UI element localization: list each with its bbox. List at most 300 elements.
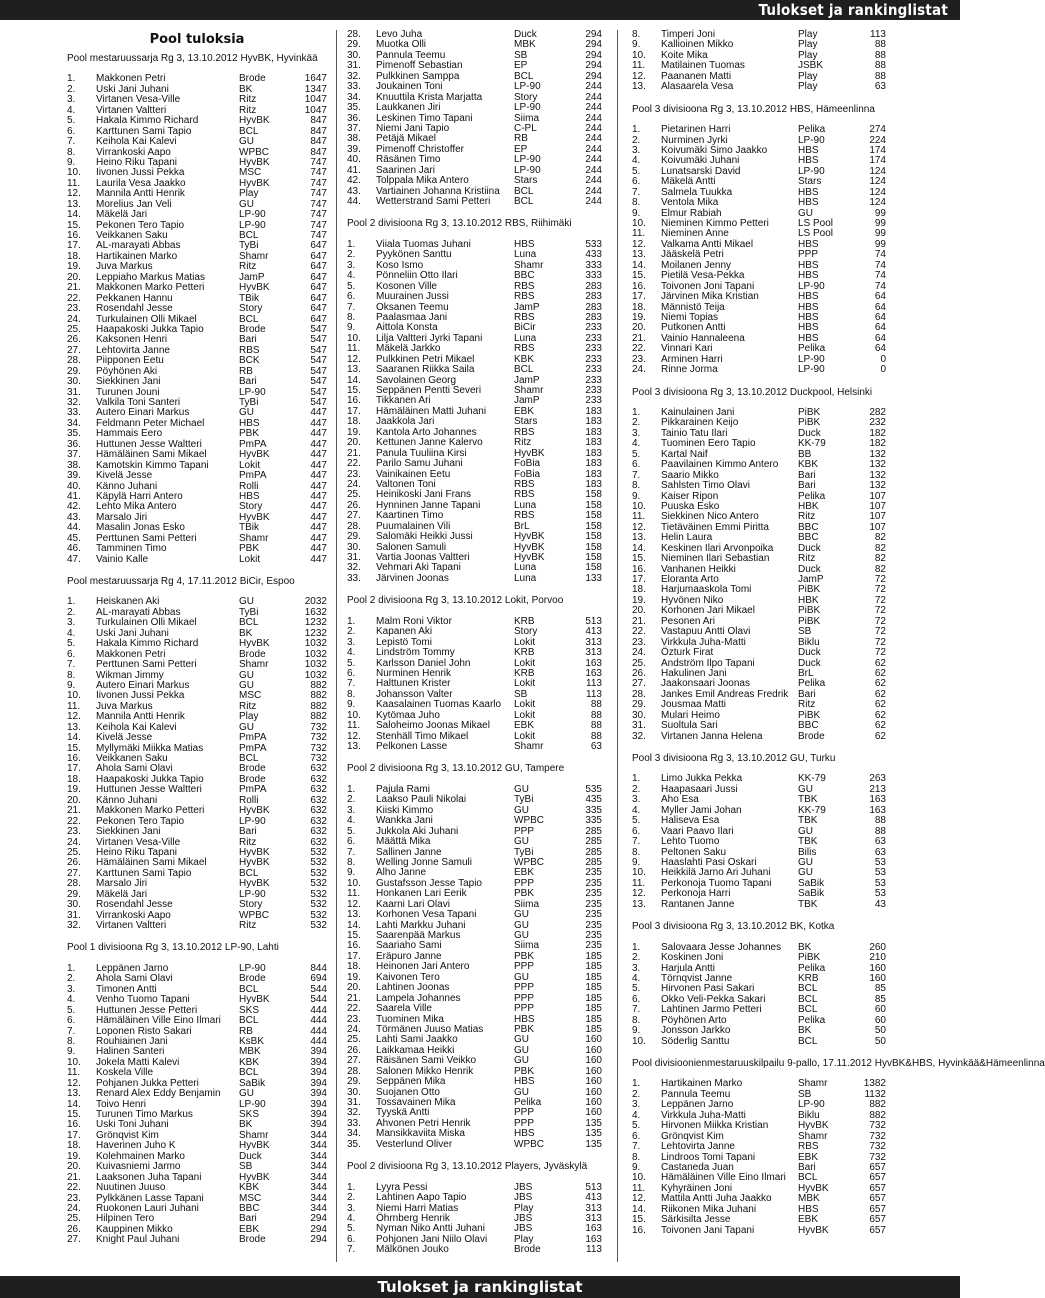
club: GU (514, 1086, 529, 1098)
points: 82 (874, 553, 886, 565)
club: BCL (239, 983, 259, 995)
club: HBS (798, 238, 819, 250)
club: BCL (239, 125, 259, 137)
results-column-2 (347, 30, 602, 1256)
club: Ritz (798, 553, 816, 565)
player-name: Virtanen Vesa-Ville (96, 836, 181, 848)
points: 882 (310, 679, 327, 691)
club: RBS (514, 311, 535, 323)
rank: 10. (632, 1035, 646, 1047)
rank: 28. (67, 878, 81, 890)
points: 64 (874, 343, 886, 355)
player-name: Özturk Firat (661, 647, 714, 659)
rank: 4. (347, 647, 356, 659)
rank: 10. (632, 1172, 646, 1184)
result-row (347, 574, 602, 584)
player-name: Alho Janne (376, 867, 427, 879)
points: 294 (310, 1213, 327, 1225)
rank: 10. (632, 218, 646, 230)
player-name: Hyvönen Niko (661, 594, 724, 606)
points: 99 (874, 207, 886, 219)
club: EBK (798, 1151, 819, 1163)
player-name: Mäkelä Jari (96, 888, 148, 900)
points: 447 (310, 480, 327, 492)
player-name: Kantola Arto Johannes (376, 426, 477, 438)
rank: 30. (67, 899, 81, 911)
result-row (632, 1026, 886, 1036)
result-row (347, 459, 602, 469)
player-name: Pimenoff Sebastian (376, 60, 463, 72)
club: PPP (514, 1107, 535, 1119)
rank: 32. (347, 70, 361, 82)
player-name: Salonen Samuli (376, 541, 447, 553)
club: Bari (239, 1213, 257, 1225)
points: 132 (869, 480, 886, 492)
rank: 15. (67, 219, 81, 231)
rank: 32. (67, 397, 81, 409)
points: 747 (310, 167, 327, 179)
player-name: Mulari Heimo (661, 709, 720, 721)
rank: 11. (67, 700, 81, 712)
rank: 26. (347, 1044, 361, 1056)
rank: 7. (632, 1141, 641, 1153)
result-row (67, 1183, 327, 1193)
rank: 4. (67, 104, 76, 116)
points: 547 (310, 386, 327, 398)
rank: 3. (632, 794, 641, 806)
points: 285 (585, 846, 602, 858)
player-name: Moilanen Jenny (661, 259, 732, 271)
player-name: Laikkamaa Heikki (376, 1044, 455, 1056)
rank: 22. (347, 1003, 361, 1015)
points: 547 (310, 397, 327, 409)
rank: 6. (347, 1233, 356, 1245)
club: BCL (798, 1004, 818, 1016)
rank: 6. (632, 1130, 641, 1142)
club: BK (239, 1119, 253, 1131)
rank: 5. (632, 983, 641, 995)
player-name: Jousmaa Matti (661, 699, 727, 711)
player-name: Heino Riku Tapani (96, 156, 177, 168)
club: GU (239, 136, 254, 148)
rank: 4. (632, 1109, 641, 1121)
points: 113 (586, 688, 602, 700)
section-heading: Pool 2 divisioona Rg 3, 13.10.2012 Lokit, Porvoo (347, 595, 564, 607)
rank: 9. (347, 867, 356, 879)
points: 62 (874, 667, 886, 679)
club: LP-90 (798, 280, 825, 292)
points: 263 (869, 773, 886, 785)
points: 632 (310, 763, 327, 775)
rank: 4. (632, 438, 641, 450)
club: Duck (798, 542, 821, 554)
club: MBK (514, 39, 536, 51)
rank: 13. (347, 741, 361, 753)
result-row (67, 555, 327, 565)
player-name: Saaranen Riikka Saila (376, 364, 475, 376)
rank: 22. (632, 343, 646, 355)
rank: 24. (347, 1023, 361, 1035)
club: HyvBK (239, 282, 270, 294)
club: KK-79 (798, 438, 826, 450)
rank: 11. (67, 177, 81, 189)
points: 235 (585, 877, 602, 889)
player-name: Sahlsten Timo Olavi (661, 480, 750, 492)
club: GU (514, 836, 529, 848)
club: Luna (514, 572, 537, 584)
club: RB (239, 365, 253, 377)
header-bar (0, 0, 960, 20)
points: 747 (310, 177, 327, 189)
rank: 9. (632, 207, 641, 219)
player-name: Vaari Paavo Ilari (661, 825, 734, 837)
player-name: Perttunen Sami Petteri (96, 659, 197, 671)
points: 344 (310, 1182, 327, 1194)
club: PmPA (239, 732, 267, 744)
club: BK (798, 941, 812, 953)
club: BK (239, 627, 253, 639)
points: 88 (874, 60, 886, 72)
club: LP-90 (514, 102, 541, 114)
rank: 14. (347, 374, 361, 386)
points: 158 (585, 541, 602, 553)
player-name: Kytömaa Juho (376, 709, 440, 721)
player-name: Petäjä Mikael (376, 133, 437, 145)
club: Shamr (514, 385, 544, 397)
points: 547 (310, 344, 327, 356)
club: HBS (514, 1013, 535, 1025)
club: Story (514, 626, 538, 638)
player-name: Pikkarainen Keijo (661, 417, 739, 429)
player-name: Pylkkänen Lasse Tapani (96, 1192, 204, 1204)
club: GU (239, 596, 254, 608)
club: RBS (798, 1141, 819, 1153)
section-heading: Pool 2 divisioona Rg 3, 13.10.2012 Players, Jyväskylä (347, 1161, 588, 1173)
rank: 17. (347, 405, 361, 417)
rank: 12. (67, 188, 81, 200)
rank: 40. (67, 480, 81, 492)
rank: 5. (67, 1004, 76, 1016)
club: HyvBK (514, 552, 545, 564)
player-name: Toivonen Joni Tapani (661, 280, 755, 292)
rank: 28. (67, 355, 81, 367)
player-name: Pimenoff Christoffer (376, 143, 465, 155)
player-name: Kauppinen Mikko (96, 1223, 173, 1235)
club: GU (239, 407, 254, 419)
result-row (347, 365, 602, 375)
club: JamP (514, 374, 540, 386)
points: 163 (869, 804, 886, 816)
rank: 8. (67, 1035, 76, 1047)
player-name: Virkkula Juha-Matti (661, 1109, 746, 1121)
rank: 24. (347, 478, 361, 490)
club: Brode (239, 973, 266, 985)
points: 844 (310, 962, 327, 974)
points: 1032 (304, 638, 327, 650)
points: 394 (310, 1077, 327, 1089)
player-name: Lahtinen Jarmo Petteri (661, 1004, 762, 1016)
rank: 4. (67, 627, 76, 639)
club: LP-90 (239, 888, 266, 900)
rank: 3. (632, 1099, 641, 1111)
result-row (632, 365, 886, 375)
rank: 8. (632, 1014, 641, 1026)
points: 183 (585, 405, 602, 417)
player-name: Piipponen Eetu (96, 355, 164, 367)
rank: 6. (67, 1015, 76, 1027)
club: Bari (798, 480, 816, 492)
player-name: Salovaara Jesse Johannes (661, 941, 782, 953)
rank: 11. (632, 1182, 646, 1194)
points: 53 (874, 888, 886, 900)
rank: 4. (347, 270, 356, 282)
rank: 14. (67, 732, 81, 744)
club: PiBK (798, 615, 821, 627)
club: Play (798, 49, 818, 61)
club: Pelika (798, 343, 826, 355)
club: Play (514, 1233, 534, 1245)
points: 344 (310, 1140, 327, 1152)
rank: 14. (67, 209, 81, 221)
rank: 10. (347, 709, 361, 721)
rank: 17. (347, 950, 361, 962)
points: 244 (585, 164, 602, 176)
club: Duck (798, 427, 821, 439)
points: 283 (585, 280, 602, 292)
club: GU (514, 919, 529, 931)
points: 213 (869, 783, 886, 795)
club: Duck (239, 1150, 262, 1162)
club: BBC (514, 270, 535, 282)
rank: 25. (347, 489, 361, 501)
rank: 26. (632, 667, 646, 679)
points: 232 (869, 417, 886, 429)
club: Ritz (798, 699, 816, 711)
rank: 1. (632, 1078, 641, 1090)
points: 647 (310, 292, 327, 304)
club: TBik (239, 292, 259, 304)
club: BCL (798, 983, 818, 995)
points: 532 (310, 846, 327, 858)
rank: 8. (632, 846, 641, 858)
points: 53 (874, 856, 886, 868)
result-row (347, 1140, 602, 1150)
player-name: Valtonen Toni (376, 478, 436, 490)
points: 1047 (304, 94, 327, 106)
club: TBK (798, 898, 818, 910)
points: 43 (874, 898, 886, 910)
player-name: Hämäläinen Ville Eino Ilmari (96, 1015, 221, 1027)
points: 107 (869, 500, 886, 512)
points: 1382 (863, 1078, 886, 1090)
rank: 2. (67, 83, 76, 95)
club: HyvBK (514, 447, 545, 459)
player-name: Tietäväinen Emmi Piritta (661, 521, 769, 533)
points: 1047 (304, 104, 327, 116)
points: 694 (310, 973, 327, 985)
result-row (67, 137, 327, 147)
club: LP-90 (798, 364, 825, 376)
section-heading: Pool 3 divisioona Rg 3, 13.10.2012 GU, Turku (632, 753, 836, 765)
points: 185 (585, 950, 602, 962)
rank: 19. (67, 261, 81, 273)
player-name: Nurminen Jyrki (661, 134, 728, 146)
rank: 21. (632, 332, 646, 344)
points: 244 (585, 122, 602, 134)
rank: 10. (67, 690, 81, 702)
rank: 13. (632, 532, 646, 544)
rank: 47. (67, 553, 81, 565)
points: 0 (880, 364, 886, 376)
points: 113 (586, 678, 602, 690)
points: 1232 (304, 627, 327, 639)
club: MSC (239, 1192, 262, 1204)
rank: 16. (347, 940, 361, 952)
points: 335 (585, 804, 602, 816)
club: HyvBK (239, 878, 270, 890)
rank: 20. (632, 322, 646, 334)
points: 64 (874, 322, 886, 334)
club: Siima (514, 940, 540, 952)
club: BCL (514, 196, 534, 207)
rank: 33. (347, 1117, 361, 1129)
points: 233 (585, 364, 602, 376)
player-name: Toivo Henri (96, 1098, 147, 1110)
points: 444 (310, 1035, 327, 1047)
player-name: Loponen Risto Sakari (96, 1025, 192, 1037)
rank: 5. (632, 448, 641, 460)
result-row (632, 1226, 886, 1236)
points: 64 (874, 311, 886, 323)
club: BCL (514, 364, 534, 376)
club: HBS (798, 270, 819, 282)
points: 185 (585, 1003, 602, 1015)
rank: 21. (632, 615, 646, 627)
rank: 36. (67, 438, 81, 450)
rank: 13. (67, 1088, 81, 1100)
footer-bar (0, 1276, 960, 1298)
club: LP-90 (239, 815, 266, 827)
club: HyvBK (239, 511, 270, 523)
rank: 3. (632, 427, 641, 439)
club: LP-90 (514, 81, 541, 93)
result-row (347, 103, 602, 113)
player-name: Lunatsarski David (661, 165, 741, 177)
points: 513 (585, 615, 602, 627)
rank: 6. (632, 993, 641, 1005)
club: Luna (514, 249, 537, 261)
club: FoBia (514, 468, 541, 480)
club: Lokit (514, 699, 536, 711)
club: TyBi (514, 794, 534, 806)
points: 447 (310, 407, 327, 419)
points: 394 (310, 1109, 327, 1121)
rank: 46. (67, 543, 81, 555)
points: 647 (310, 282, 327, 294)
club: RB (514, 133, 528, 145)
rank: 44. (67, 522, 81, 534)
club: GU (798, 825, 813, 837)
rank: 1. (632, 773, 641, 785)
result-row (632, 198, 886, 208)
points: 283 (585, 311, 602, 323)
rank: 1. (632, 124, 641, 136)
club: SaBik (798, 877, 825, 889)
club: HBS (514, 1076, 535, 1088)
club: Lokit (514, 678, 536, 690)
rank: 37. (67, 449, 81, 461)
points: 244 (585, 175, 602, 187)
points: 444 (310, 1004, 327, 1016)
club: JamP (514, 395, 540, 407)
player-name: Saarinen Jari (376, 164, 435, 176)
club: PPP (798, 249, 819, 261)
rank: 17. (632, 574, 646, 586)
rank: 13. (632, 81, 646, 93)
club: KRB (514, 647, 535, 659)
result-row (632, 125, 886, 135)
rank: 6. (347, 836, 356, 848)
rank: 24. (632, 647, 646, 659)
results-column-3 (632, 29, 1045, 1236)
points: 244 (585, 133, 602, 145)
result-row (67, 660, 327, 670)
player-name: Vainio Hannaleena (661, 332, 745, 344)
points: 244 (585, 91, 602, 103)
player-name: Laukkanen Jiri (376, 102, 441, 114)
club: HyvBK (239, 1171, 270, 1183)
player-name: Virtanen Valtteri (96, 920, 167, 932)
player-name: Hakulinen Jani (661, 667, 727, 679)
points: 235 (585, 898, 602, 910)
points: 85 (874, 993, 886, 1005)
result-row (67, 1235, 327, 1245)
rank: 10. (67, 167, 81, 179)
club: GU (514, 909, 529, 921)
player-name: Siekkinen Jani (96, 376, 161, 388)
points: 72 (874, 636, 886, 648)
rank: 35. (347, 1138, 361, 1150)
player-name: Lahti Markku Juhani (376, 919, 466, 931)
player-name: Myller Jami Johan (661, 804, 742, 816)
points: 135 (585, 1138, 602, 1150)
rank: 12. (67, 711, 81, 723)
points: 394 (310, 1056, 327, 1068)
player-name: Räisänen Sami Veikko (376, 1055, 477, 1067)
player-name: Viiala Tuomas Juhani (376, 238, 471, 250)
player-name: Castaneda Juan (661, 1161, 734, 1173)
points: 99 (874, 228, 886, 240)
club: BCL (239, 867, 259, 879)
player-name: Haaslahti Pasi Oskari (661, 856, 757, 868)
player-name: Ahola Sami Olavi (96, 973, 173, 985)
rank: 7. (632, 836, 641, 848)
points: 344 (310, 1202, 327, 1214)
rank: 43. (347, 185, 361, 197)
rank: 9. (67, 156, 76, 168)
player-name: Pulkkinen Samppa (376, 70, 460, 82)
rank: 8. (347, 688, 356, 700)
club: HyvBK (239, 1140, 270, 1152)
player-name: Helin Laura (661, 532, 713, 544)
rank: 5. (67, 638, 76, 650)
player-name: Lepistö Tomi (376, 636, 432, 648)
rank: 30. (347, 1086, 361, 1098)
club: LP-90 (798, 353, 825, 365)
club: Play (798, 29, 818, 40)
points: 847 (310, 115, 327, 127)
player-name: Valkila Toni Santeri (96, 397, 181, 409)
